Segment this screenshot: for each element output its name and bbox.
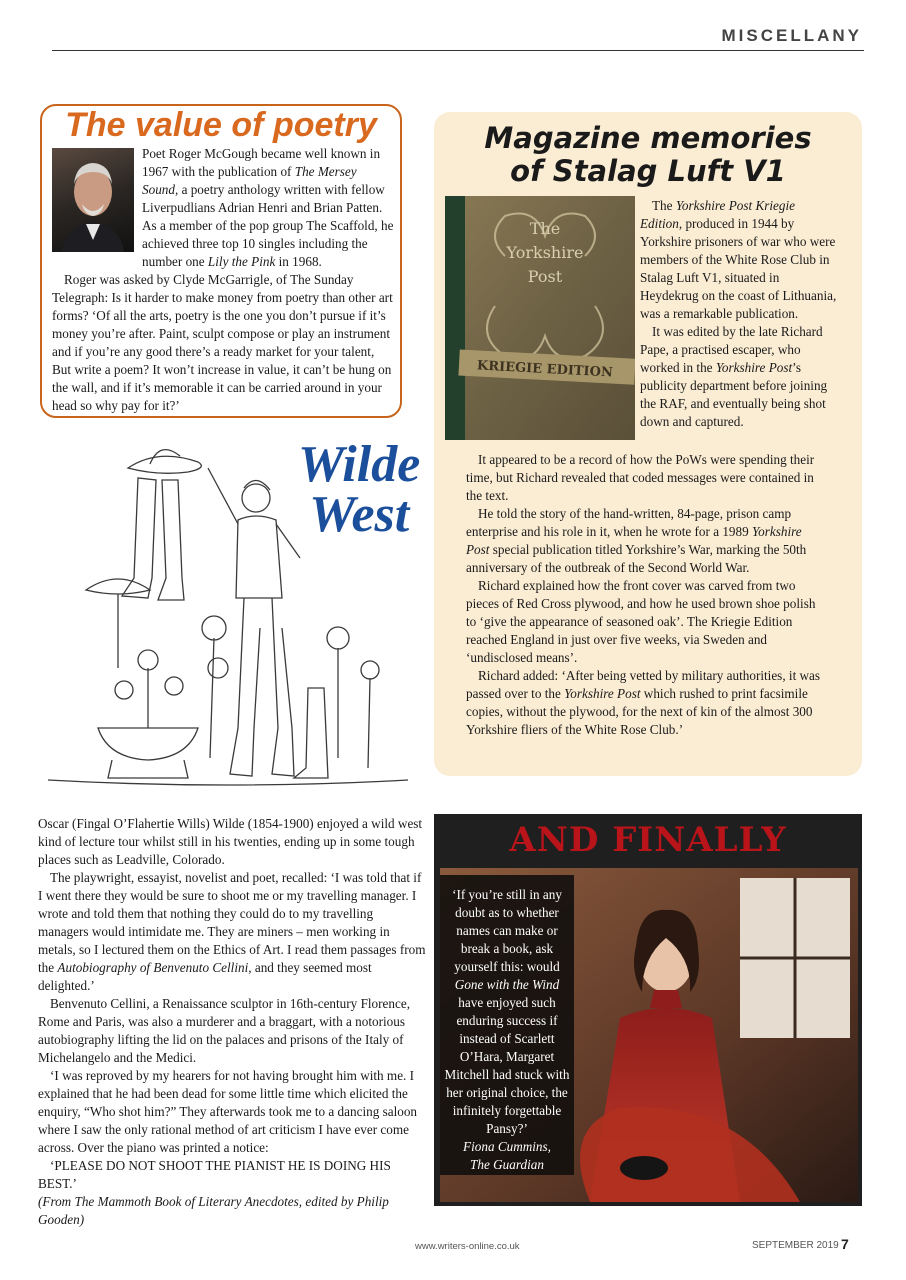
magazine-text-top: The Yorkshire Post Kriegie Edition, produced in 1944 by Yorkshire prisoners of war who were members of the White Rose Club in Stalag Luft V1, situated in Heydekrug on the coast of Lithuania, was a remarkable publication. It was edited by the late Richard Pape, a practised escaper, who worked in the Yorkshire Post’s publicity department before joining the RAF, and eventually being shot down and captured. bbox=[640, 198, 837, 429]
quote-attribution: Fiona Cummins, The Guardian bbox=[463, 1139, 551, 1172]
wilde-paragraph: Oscar (Fingal O’Flahertie Wills) Wilde (1854-1900) enjoyed a wild west kind of lecture tour whilst still in his twenties, ending up in some tough places such as Leadville, Colorado. bbox=[38, 816, 423, 867]
cover-text-post: Post bbox=[527, 267, 563, 286]
cover-text-yorkshire: Yorkshire bbox=[506, 243, 584, 262]
wilde-paragraph: ‘PLEASE DO NOT SHOOT THE PIANIST HE IS DOING HIS BEST.’ bbox=[38, 1158, 391, 1191]
section-label: MISCELLANY bbox=[721, 26, 862, 45]
wilde-west-title: Wilde West bbox=[298, 436, 421, 543]
cover-band-text: KRIEGIE EDITION bbox=[476, 358, 614, 381]
wilde-paragraph: ‘I was reproved by my hearers for not having brought him with me. I explained that he had been dead for some little time which elicited the enquiry, “Who shot him?” They afterwards took me to a dancing saloon where I saw the only rational method of art criticism I have ever come across. Over the piano was printed a notice: bbox=[38, 1068, 418, 1155]
footer-date: SEPTEMBER 2019 bbox=[752, 1240, 839, 1251]
header-rule bbox=[52, 50, 864, 51]
kriegie-edition-cover-photo bbox=[445, 196, 635, 440]
footer-url[interactable]: www.writers-online.co.uk bbox=[415, 1241, 520, 1252]
poetry-paragraph-1: Poet Roger McGough became well known in 1967 with the publication of The Mersey Sound, a poetry anthology written with fellow Liverpudlians Adrian Henri and Brian Patten. As a member of the pop group The Scaffold, he achieved three top 10 singles including the number one Lily the Pink in 1968. bbox=[142, 146, 394, 269]
and-finally-title: AND FINALLY bbox=[509, 820, 787, 860]
magazine-title: Magazine memories of Stalag Luft V1 bbox=[484, 121, 812, 188]
wilde-source: (From The Mammoth Book of Literary Anecdotes, edited by Philip Gooden) bbox=[38, 1194, 389, 1227]
poetry-title: The value of poetry bbox=[65, 106, 377, 144]
cover-text-the: The bbox=[529, 219, 561, 238]
wilde-paragraph: The playwright, essayist, novelist and poet, recalled: ‘I was told that if I went there they would be sure to shoot me or my travelling manager. I wrote and told them that nothing they could do to my travelling managers would intimidate me. They are miners – men working in metals, so I lectured them on the Ethics of Art. I read them passages from the Autobiography of Benvenuto Cellini, and they seemed most delighted.’ bbox=[38, 870, 426, 993]
portrait-photo bbox=[52, 148, 134, 252]
wilde-article bbox=[38, 815, 426, 1229]
wilde-paragraph: Benvenuto Cellini, a Renaissance sculptor in 16th-century Florence, Rome and Paris, was also a murderer and a braggart, with a notorious autobiography lifting the lid on the palaces and prisons of the Italy of Michelangelo and the Medici. bbox=[38, 996, 410, 1065]
magazine-text-bottom: It appeared to be a record of how the PoWs were spending their time, but Richard revealed that coded messages were contained in the text. He told the story of the hand-written, 84-page, prison camp enterprise and his role in it, when he wrote for a 1989 Yorkshire Post special publication titled Yorkshire’s War, marking the 50th anniversary of the outbreak of the Second World War. Richard explained how the front cover was carved from two pieces of Red Cross plywood, and how he used brown shoe polish to ‘give the appearance of seasoned oak’. The Kriegie Edition reached England in just over five weeks, via Sweden and ‘undisclosed means’. Richard added: ‘After being vetted by military authorities, it was passed over to the Yorkshire Post which rushed to print facsimile copies, without the plywood, for the next of kin of the almost 300 Yorkshire fliers of the White Rose Club.’ bbox=[466, 452, 821, 737]
page-number: 7 bbox=[841, 1236, 849, 1252]
and-finally-quote: ‘If you’re still in any doubt as to whether names can make or break a book, ask yourself this: would Gone with the Wind have enjoyed such enduring success if instead of Scarlett O’Hara, Margaret Mitchell had stuck with her original choice, the infinitely forgettable Pansy?’ Fiona Cummins, The Guardian bbox=[442, 886, 572, 1174]
poetry-paragraph-2: Roger was asked by Clyde McGarrigle, of The Sunday Telegraph: Is it harder to make money from poetry than other art forms? ‘Of all the arts, poetry is the one you don’t pursue if it’s money you’re after. Paint, sculpt compose or play an instrument and if you’re any good there’s a ready market for your talent, But write a poem? It won’t increase in value, it can’t be hung on the wall, and if it’s memorable it can be carried around in your head so why pay for it?’ bbox=[52, 272, 393, 413]
